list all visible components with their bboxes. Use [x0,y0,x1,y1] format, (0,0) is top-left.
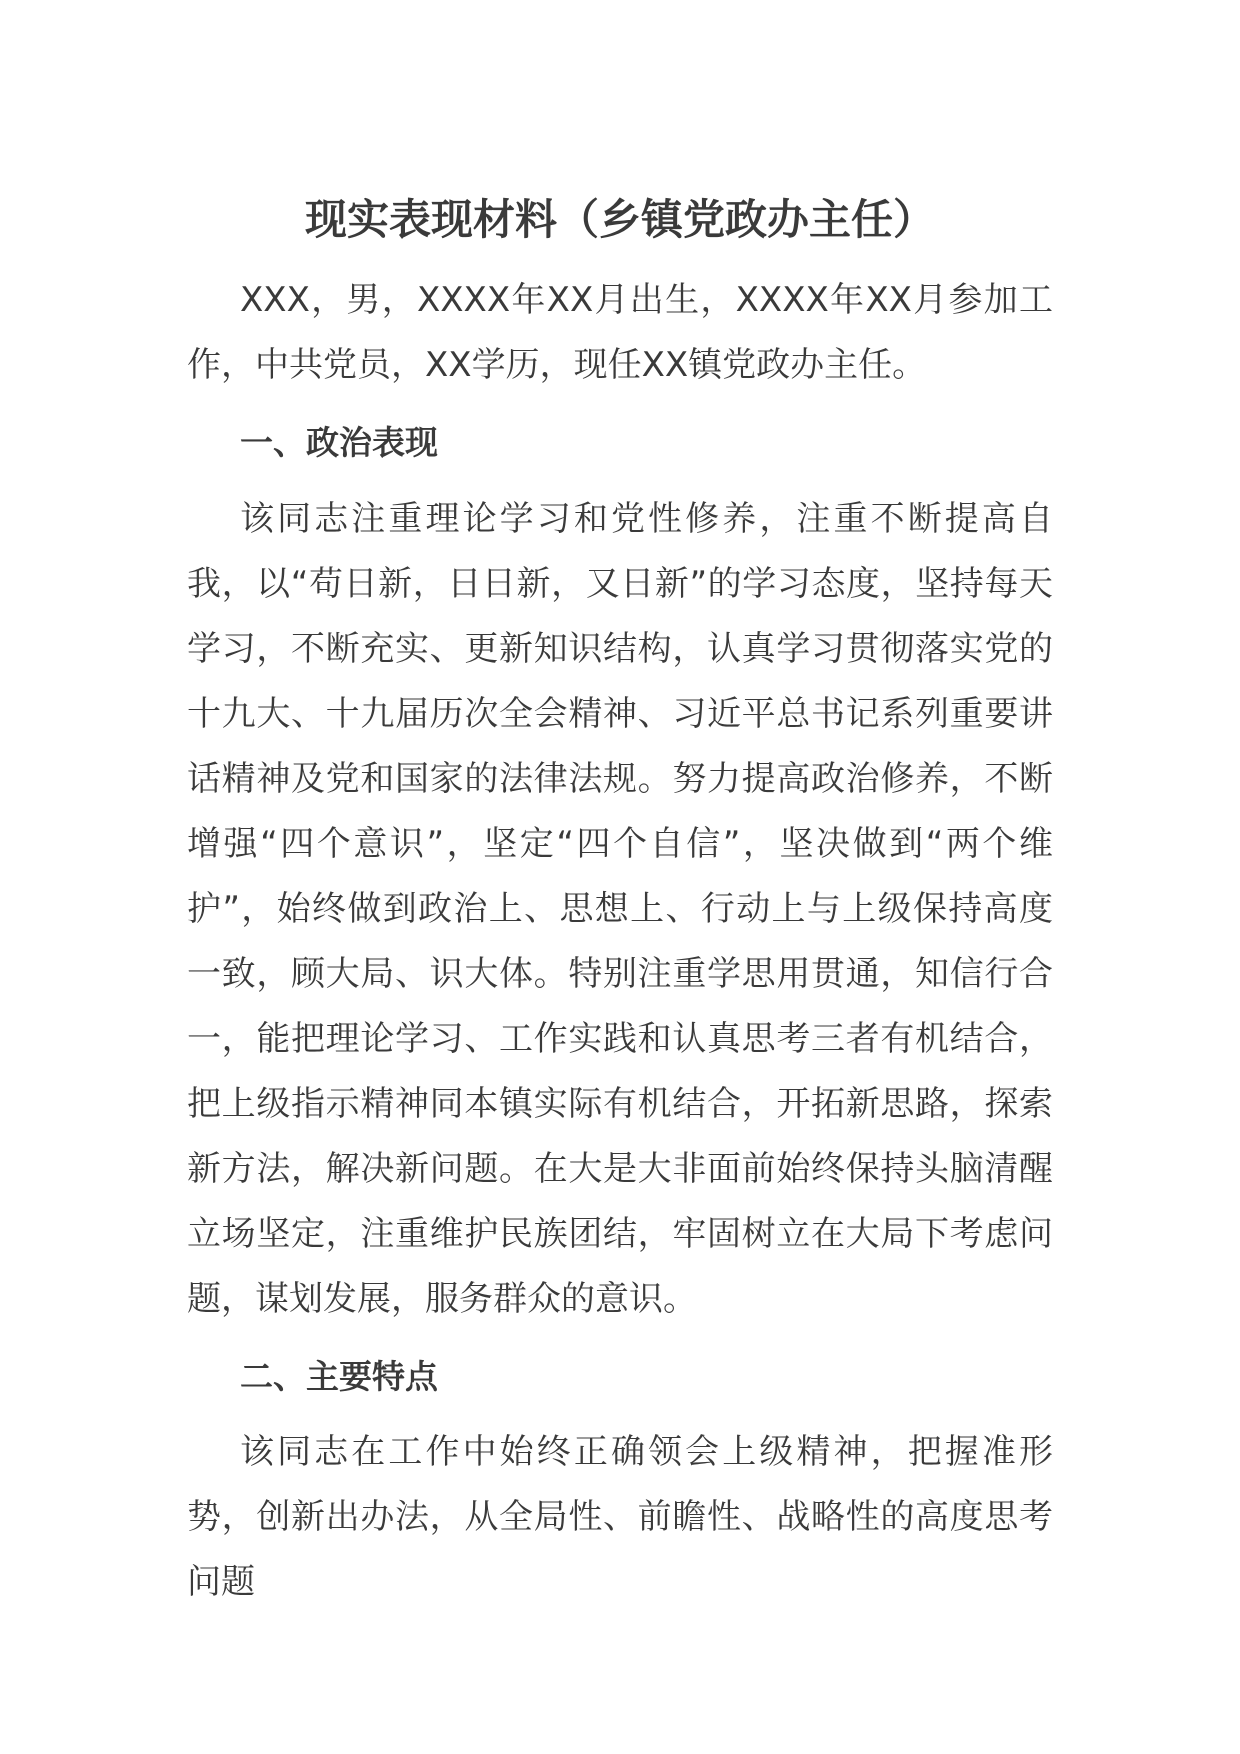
section-heading-political: 一、政治表现 [240,423,438,462]
page-title: 现实表现材料（乡镇党政办主任） [304,195,935,244]
section-heading-features: 二、主要特点 [240,1357,438,1396]
section-body-features: 该同志在工作中始终正确领会上级精神，把握准形势，创新出办法，从全局性、前瞻性、战略性的高度思考问题 [187,1432,1053,1602]
intro-paragraph: XXX，男，XXXX年XX月出生，XXXX年XX月参加工作，中共党员，XX学历，现任XX镇党政办主任。 [187,280,1053,385]
section-body-political: 该同志注重理论学习和党性修养，注重不断提高自我，以“苟日新，日日新，又日新”的学习态度，坚持每天学习，不断充实、更新知识结构，认真学习贯彻落实党的十九大、十九届历次全会精神、习近平总书记系列重要讲话精神及党和国家的法律法规。努力提高政治修养，不断增强“四个意识”，坚定“四个自信”，坚决做到“两个维护”，始终做到政治上、思想上、行动上与上级保持高度一致，顾大局、识大体。特别注重学思用贯通，知信行合一，能把理论学习、工作实践和认真思考三者有机结合，把上级指示精神同本镇实际有机结合，开拓新思路，探索新方法，解决新问题。在大是大非面前始终保持头脑清醒立场坚定，注重维护民族团结，牢固树立在大局下考虑问题，谋划发展，服务群众的意识。 [187,499,1053,1319]
